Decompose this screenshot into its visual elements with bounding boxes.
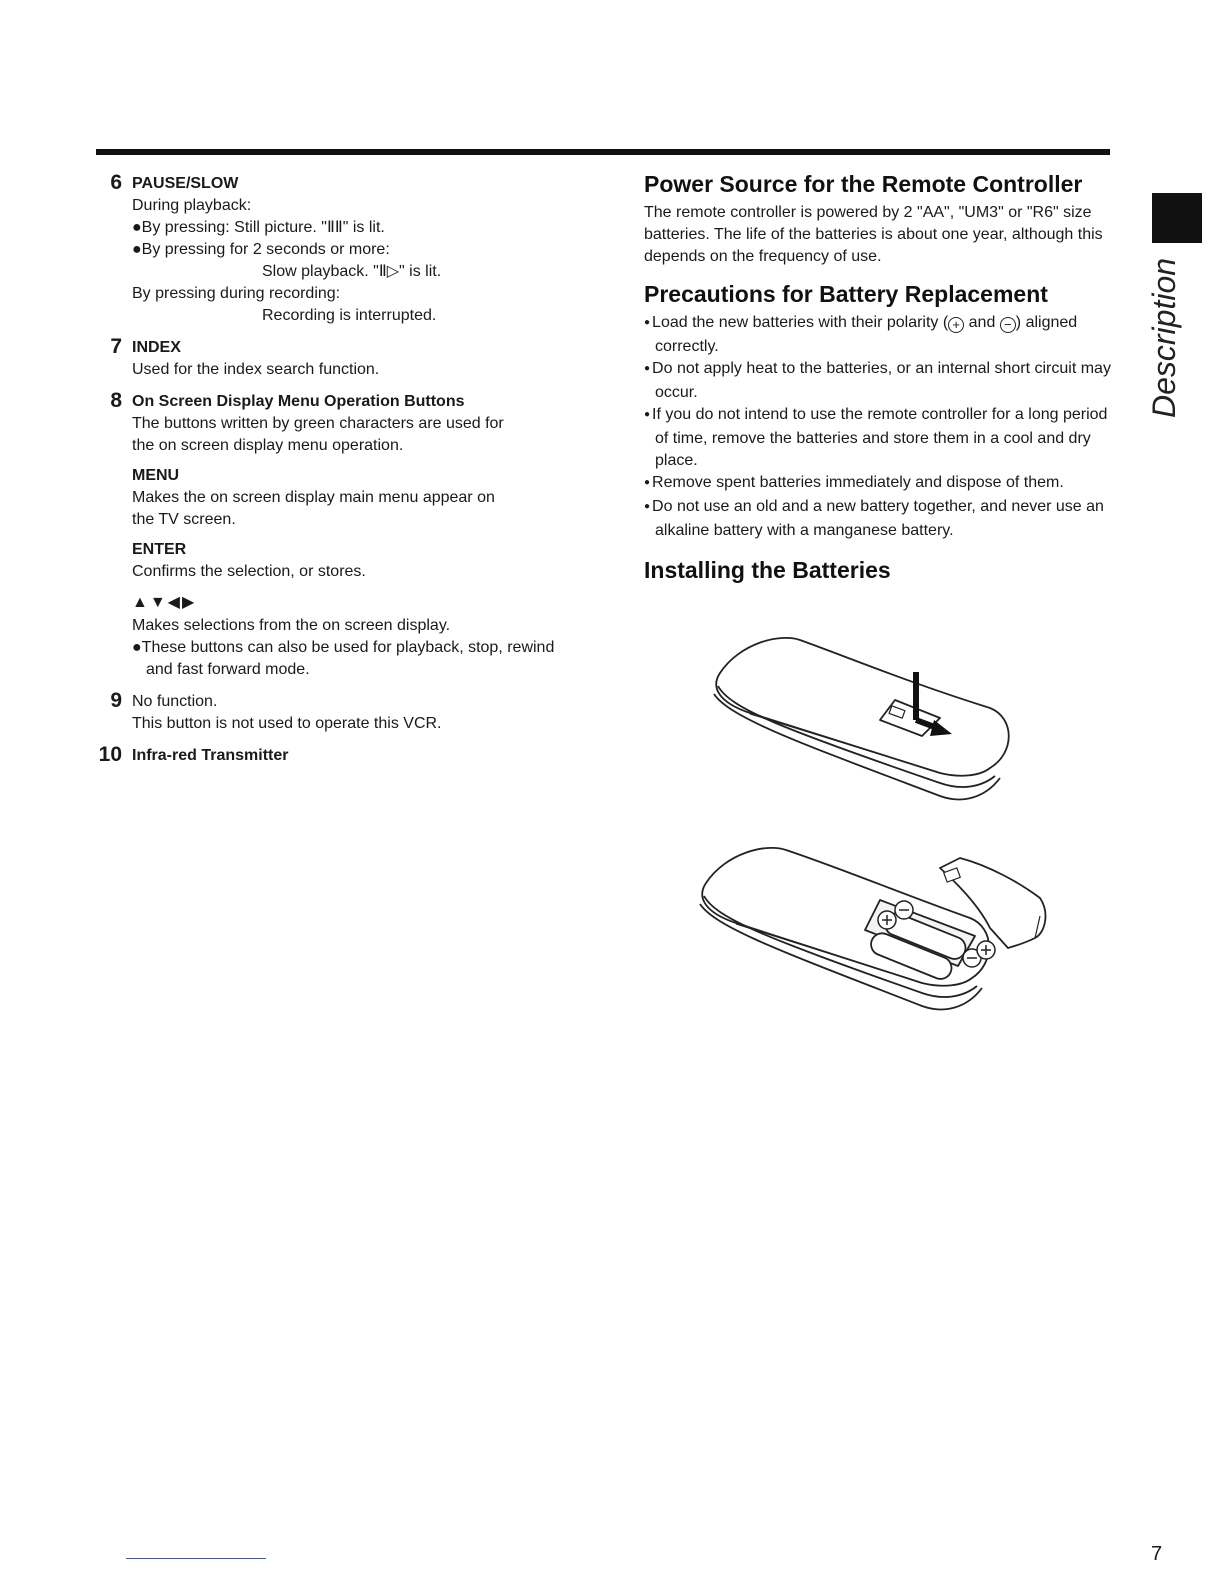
list-item: ● Do not use an old and a new battery together, and never use an alkaline battery with a manganese battery. <box>644 496 1114 542</box>
text-span: Load the new batteries with their polarity ( <box>652 314 949 331</box>
text-line: Confirms the selection, or stores. <box>132 563 366 580</box>
item-number: 10 <box>98 743 122 766</box>
item-title: Infra-red Transmitter <box>132 747 289 764</box>
section-tab-marker <box>1152 193 1202 243</box>
list-item <box>644 312 1114 358</box>
item-number: 8 <box>110 389 122 412</box>
plus-icon: + <box>948 317 964 333</box>
remote-cover-removal-illustration <box>690 628 1030 808</box>
item-no-function <box>96 691 566 735</box>
right-column <box>644 170 1114 588</box>
text-line: Recording is interrupted. <box>262 307 437 324</box>
text-line: the TV screen. <box>132 511 236 528</box>
text-line: ●By pressing: Still picture. "ⅡⅡ" is lit. <box>132 219 385 236</box>
item-osd-buttons <box>96 391 566 681</box>
precautions-heading: Precautions for Battery Replacement <box>644 281 1048 307</box>
text-line: Used for the index search function. <box>132 361 380 378</box>
text-line: the on screen display menu operation. <box>132 437 404 454</box>
item-title: PAUSE/SLOW <box>132 175 239 192</box>
text-line: Slow playback. "Ⅱ▷" is lit. <box>262 263 442 280</box>
text-line: ●By pressing for 2 seconds or more: <box>132 241 390 258</box>
list-item: ● Do not apply heat to the batteries, or an internal short circuit may occur. <box>644 358 1114 404</box>
menu-title: MENU <box>132 467 180 484</box>
item-title: No function. <box>132 693 218 710</box>
item-infrared <box>96 745 566 767</box>
item-pause-slow <box>96 173 566 327</box>
power-source-heading: Power Source for the Remote Controller <box>644 171 1083 197</box>
arrow-buttons-icon: ▲▼◀▶ <box>132 594 197 611</box>
text-line: Makes the on screen display main menu appear on <box>132 489 495 506</box>
installing-heading: Installing the Batteries <box>644 557 891 583</box>
list-item: ● If you do not intend to use the remote controller for a long period of time, remove the batteries and store them in a cool and dry place. <box>644 404 1114 472</box>
text-line: By pressing during recording: <box>132 285 341 302</box>
text-line: ●These buttons can also be used for playback, stop, rewind and fast forward mode. <box>132 639 555 678</box>
text-span: ) aligned correctly. <box>655 314 1078 355</box>
item-title: INDEX <box>132 339 181 356</box>
item-number: 6 <box>110 171 122 194</box>
text-line: During playback: <box>132 197 252 214</box>
text-span: and <box>964 314 1000 331</box>
section-side-label: Description <box>1146 257 1182 418</box>
top-rule <box>96 149 1110 155</box>
page-number: 7 <box>1151 1543 1163 1565</box>
enter-title: ENTER <box>132 541 187 558</box>
minus-icon: − <box>1000 317 1016 333</box>
footer-rule <box>126 1558 266 1559</box>
power-source-text: The remote controller is powered by 2 "AA", "UM3" or "R6" size batteries. The life of the batteries is about one year, although this depends on the frequency of use. <box>644 204 1103 265</box>
text-line: The buttons written by green characters are used for <box>132 415 504 432</box>
battery-installation-illustration <box>690 838 1060 1018</box>
precautions-list <box>644 312 1114 542</box>
list-item: ● Remove spent batteries immediately and dispose of them. <box>644 472 1114 496</box>
item-number: 9 <box>110 689 122 712</box>
text-line: This button is not used to operate this VCR. <box>132 715 442 732</box>
item-title: On Screen Display Menu Operation Buttons <box>132 393 465 410</box>
text-line: Makes selections from the on screen display. <box>132 617 451 634</box>
item-number: 7 <box>110 335 122 358</box>
item-index <box>96 337 566 381</box>
left-column <box>96 173 566 775</box>
